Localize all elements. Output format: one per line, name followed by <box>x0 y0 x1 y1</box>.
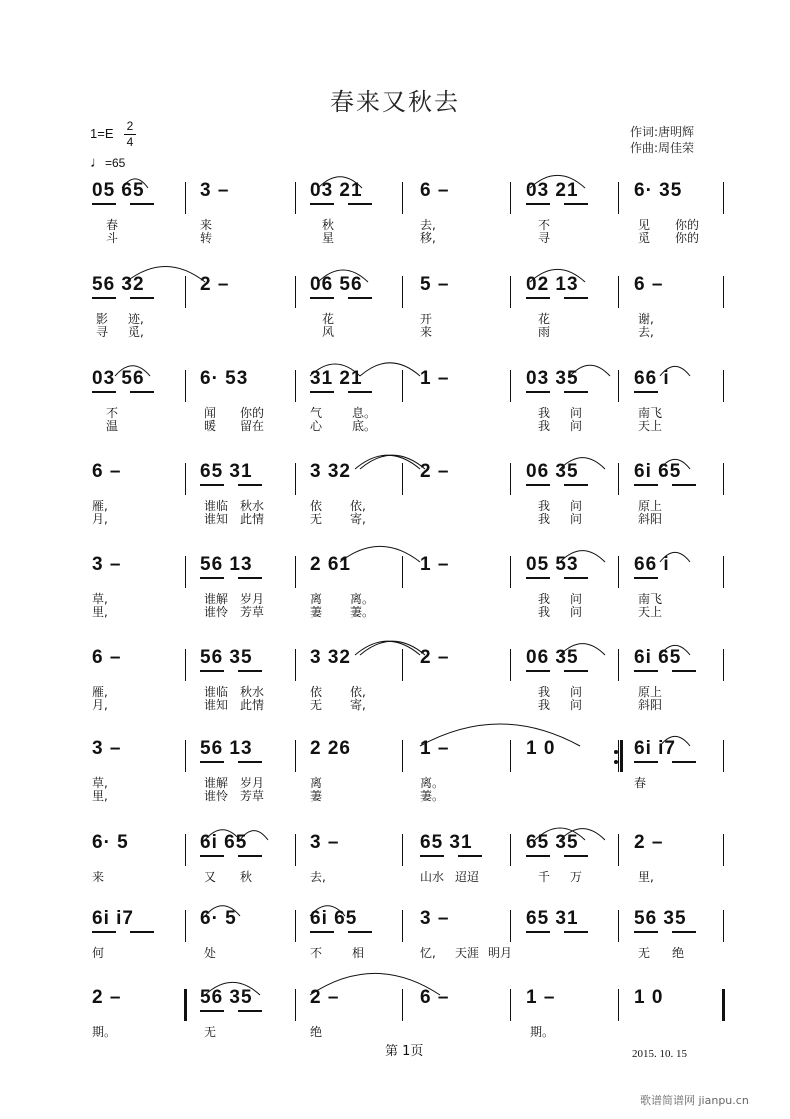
measure: 56 35 <box>634 908 687 929</box>
beam-underline <box>672 761 696 763</box>
measure: 65 31 <box>420 832 473 853</box>
slur-arc <box>660 736 690 746</box>
beam-underline <box>564 855 588 857</box>
slur-arc <box>560 551 605 562</box>
repeat-dot <box>614 750 618 754</box>
lyric-verse-2: 底。 <box>352 419 377 433</box>
credits <box>630 124 694 156</box>
lyric-verse-1: 谁解 <box>204 592 229 606</box>
beam-underline <box>526 297 550 299</box>
lyric-verse-1: 闻 <box>204 406 217 420</box>
lyric-verse-1: 相 <box>352 946 365 960</box>
lyric-verse-1: 秋 <box>240 870 253 884</box>
lyric-verse-2: 芳草 <box>240 789 265 803</box>
measure: 3 – <box>310 832 340 853</box>
slur-layer <box>0 534 790 564</box>
beam-underline <box>564 484 588 486</box>
beam-underline <box>564 577 588 579</box>
beam-underline <box>526 203 550 205</box>
lyric-verse-1: 谢, <box>638 312 654 326</box>
measure: 05 53 <box>526 554 579 575</box>
lyric-verse-1: 我 <box>538 685 551 699</box>
lyric-verse-1: 离 <box>310 776 323 790</box>
beam-underline <box>200 484 224 486</box>
composer: 作曲:周佳荣 <box>630 141 695 155</box>
lyric-verse-1: 迢迢 <box>455 870 480 884</box>
beam-underline <box>92 931 116 933</box>
lyric-verse-1: 明月 <box>488 946 513 960</box>
measure: 2 – <box>200 274 230 295</box>
slur-arc <box>340 546 420 562</box>
slur-arc <box>318 177 362 188</box>
lyric-verse-1: 雁, <box>92 685 108 699</box>
lyric-verse-1: 来 <box>200 218 213 232</box>
beam-underline <box>634 670 658 672</box>
slur-arc <box>310 364 360 376</box>
measure: 05 65 <box>92 180 145 201</box>
lyric-verse-2: 我 <box>538 419 551 433</box>
beam-underline <box>200 761 224 763</box>
beam-underline <box>238 761 262 763</box>
lyric-verse-1: 花 <box>538 312 551 326</box>
measure: 2 61 <box>310 554 351 575</box>
lyric-verse-2: 我 <box>538 605 551 619</box>
lyric-verse-1: 我 <box>538 592 551 606</box>
measure: 66 i <box>634 368 670 389</box>
beam-underline <box>526 931 550 933</box>
measure: 6i 65 <box>634 461 682 482</box>
lyric-verse-1: 依 <box>310 499 323 513</box>
beam-underline <box>564 391 588 393</box>
slur-layer <box>0 348 790 378</box>
measure: 6· 35 <box>634 180 683 201</box>
key-signature: 1=E <box>90 126 114 141</box>
watermark: 歌谱简谱网 jianpu.cn <box>640 1094 749 1107</box>
beam-underline <box>200 855 224 857</box>
beam-underline <box>420 855 444 857</box>
lyric-verse-2: 我 <box>538 698 551 712</box>
slur-arc <box>530 269 585 282</box>
slur-layer <box>0 888 790 918</box>
lyric-verse-2: 斗 <box>106 231 119 245</box>
beam-underline <box>130 391 154 393</box>
beam-underline <box>526 484 550 486</box>
slur-arc <box>535 828 585 840</box>
slur-arc <box>205 906 240 916</box>
lyric-verse-1: 春 <box>106 218 119 232</box>
measure: 56 32 <box>92 274 145 295</box>
slur-layer <box>0 718 790 748</box>
beam-underline <box>310 931 334 933</box>
lyric-verse-2: 斜阳 <box>638 512 663 526</box>
lyric-verse-2: 萋 <box>310 605 323 619</box>
lyric-verse-2: 转 <box>200 231 213 245</box>
measure: 02 13 <box>526 274 579 295</box>
lyric-verse-2: 风 <box>322 325 335 339</box>
tempo-value: =65 <box>105 156 126 170</box>
slur-arc <box>530 175 585 188</box>
slur-layer <box>0 967 790 997</box>
beam-underline <box>238 1010 262 1012</box>
lyric-verse-1: 我 <box>538 499 551 513</box>
lyric-verse-1: 秋水 <box>240 499 265 513</box>
beam-underline <box>238 670 262 672</box>
lyric-verse-2: 来 <box>420 325 433 339</box>
time-signature-top: 2 <box>126 119 134 133</box>
measure: 2 – <box>310 987 340 1008</box>
beam-underline <box>672 484 696 486</box>
lyric-verse-1: 千 <box>538 870 551 884</box>
measure: 03 21 <box>526 180 579 201</box>
measure: 65 35 <box>526 832 579 853</box>
lyric-verse-1: 山水 <box>420 870 445 884</box>
measure: 66 i <box>634 554 670 575</box>
lyric-verse-2: 问 <box>570 698 583 712</box>
beam-underline <box>92 297 116 299</box>
beam-underline <box>200 1010 224 1012</box>
measure: 3 32 <box>310 647 351 668</box>
lyric-verse-1: 绝 <box>310 1025 323 1039</box>
slur-arc <box>560 458 605 469</box>
beam-underline <box>200 670 224 672</box>
measure: 06 35 <box>526 461 579 482</box>
measure: 3 – <box>420 908 450 929</box>
measure: 6i 65 <box>310 908 358 929</box>
lyric-verse-1: 谁解 <box>204 776 229 790</box>
measure: 3 – <box>92 738 122 759</box>
lyric-verse-2: 移, <box>420 231 436 245</box>
slur-layer <box>0 627 790 657</box>
lyricist: 作词:唐明辉 <box>630 125 695 139</box>
lyric-verse-2: 你的 <box>675 231 700 245</box>
measure: 6 – <box>92 647 122 668</box>
lyric-verse-1: 南飞 <box>638 406 663 420</box>
lyric-verse-1: 迹, <box>128 312 144 326</box>
lyric-verse-2: 雨 <box>538 325 551 339</box>
time-signature-bottom: 4 <box>126 135 134 149</box>
lyric-verse-2: 寻 <box>538 231 551 245</box>
measure: 06 56 <box>310 274 363 295</box>
measure: 3 – <box>200 180 230 201</box>
measure: 1 – <box>420 554 450 575</box>
measure: 6 – <box>634 274 664 295</box>
slur-arc <box>360 641 425 655</box>
slur-arc <box>660 366 690 376</box>
lyric-verse-2: 温 <box>106 419 119 433</box>
lyric-verse-2: 暖 <box>204 419 217 433</box>
lyric-verse-2: 觅, <box>128 325 144 339</box>
lyric-verse-1: 期。 <box>530 1025 555 1039</box>
beam-underline <box>634 577 658 579</box>
lyric-verse-2: 里, <box>92 605 108 619</box>
lyric-verse-1: 期。 <box>92 1025 117 1039</box>
measure: 6 – <box>92 461 122 482</box>
beam-underline <box>564 203 588 205</box>
lyric-verse-2: 去, <box>638 325 654 339</box>
lyric-verse-1: 秋水 <box>240 685 265 699</box>
measure: 6 – <box>420 987 450 1008</box>
measure: 6i 65 <box>200 832 248 853</box>
page-number: 第 1页 <box>385 1044 424 1059</box>
beam-underline <box>130 931 154 933</box>
measure: 6i i7 <box>92 908 134 929</box>
measure: 65 31 <box>526 908 579 929</box>
measure: 3 32 <box>310 461 351 482</box>
lyric-verse-1: 我 <box>538 406 551 420</box>
beam-underline <box>564 670 588 672</box>
measure: 2 – <box>420 647 450 668</box>
lyric-verse-2: 谁怜 <box>204 605 229 619</box>
lyric-verse-1: 草, <box>92 776 108 790</box>
lyric-verse-2: 此情 <box>240 512 265 526</box>
beam-underline <box>130 297 154 299</box>
lyric-verse-2: 月, <box>92 698 108 712</box>
lyric-verse-1: 去, <box>310 870 326 884</box>
lyric-verse-1: 影 <box>96 312 109 326</box>
beam-underline <box>310 391 334 393</box>
lyric-verse-1: 绝 <box>672 946 685 960</box>
lyric-verse-1: 离。 <box>350 592 375 606</box>
lyric-verse-1: 忆, <box>420 946 436 960</box>
lyric-verse-1: 去, <box>420 218 436 232</box>
lyric-verse-1: 谁临 <box>204 499 229 513</box>
lyric-verse-1: 开 <box>420 312 433 326</box>
lyric-verse-2: 此情 <box>240 698 265 712</box>
lyric-verse-2: 寄, <box>350 698 366 712</box>
lyric-verse-1: 离。 <box>420 776 445 790</box>
lyric-verse-1: 南飞 <box>638 592 663 606</box>
slur-arc <box>660 645 690 655</box>
beam-underline <box>238 484 262 486</box>
measure: 2 – <box>634 832 664 853</box>
slur-arc <box>310 906 345 916</box>
measure: 1 0 <box>526 738 556 759</box>
lyric-verse-1: 依, <box>350 685 366 699</box>
beam-underline <box>238 577 262 579</box>
measure: 3 – <box>92 554 122 575</box>
measure: 2 – <box>420 461 450 482</box>
lyric-verse-2: 里, <box>92 789 108 803</box>
lyric-verse-1: 原上 <box>638 499 663 513</box>
slur-arc <box>205 982 260 995</box>
beam-underline <box>672 670 696 672</box>
slur-arc <box>318 270 368 282</box>
measure: 03 56 <box>92 368 145 389</box>
beam-underline <box>672 931 696 933</box>
time-signature <box>124 120 136 149</box>
quarter-note-icon: ♩ <box>90 154 105 171</box>
repeat-dot <box>614 760 618 764</box>
lyric-verse-1: 离 <box>310 592 323 606</box>
beam-underline <box>526 855 550 857</box>
beam-underline <box>564 931 588 933</box>
beam-underline <box>526 577 550 579</box>
slur-arc <box>126 267 205 282</box>
lyric-verse-2: 萋。 <box>350 605 375 619</box>
lyric-verse-1: 依, <box>350 499 366 513</box>
measure: 6i 65 <box>634 647 682 668</box>
beam-underline <box>348 297 372 299</box>
lyric-verse-2: 谁知 <box>204 698 229 712</box>
lyric-verse-2: 谁知 <box>204 512 229 526</box>
beam-underline <box>634 484 658 486</box>
lyric-verse-1: 原上 <box>638 685 663 699</box>
beam-underline <box>238 855 262 857</box>
measure: 6· 5 <box>92 832 129 853</box>
lyric-verse-1: 依 <box>310 685 323 699</box>
lyric-verse-2: 芳草 <box>240 605 265 619</box>
beam-underline <box>526 670 550 672</box>
lyric-verse-1: 花 <box>322 312 335 326</box>
lyric-verse-2: 留在 <box>240 419 265 433</box>
lyric-verse-1: 见 <box>638 218 651 232</box>
measure: 5 – <box>420 274 450 295</box>
lyric-verse-2: 谁怜 <box>204 789 229 803</box>
lyric-verse-1: 不 <box>310 946 323 960</box>
measure: 06 35 <box>526 647 579 668</box>
lyric-verse-1: 雁, <box>92 499 108 513</box>
lyric-verse-2: 问 <box>570 419 583 433</box>
slur-arc <box>420 724 580 746</box>
beam-underline <box>200 577 224 579</box>
beam-underline <box>92 391 116 393</box>
lyric-verse-1: 岁月 <box>240 592 265 606</box>
lyric-verse-1: 不 <box>106 406 119 420</box>
lyric-verse-1: 处 <box>204 946 217 960</box>
date: 2015. 10. 15 <box>632 1048 687 1060</box>
lyric-verse-1: 息。 <box>352 406 377 420</box>
measure: 2 26 <box>310 738 351 759</box>
measure: 03 35 <box>526 368 579 389</box>
measure: 6· 5 <box>200 908 237 929</box>
lyric-verse-1: 来 <box>92 870 105 884</box>
slur-arc <box>360 363 420 376</box>
measure: 6· 53 <box>200 368 249 389</box>
beam-underline <box>348 391 372 393</box>
measure: 03 21 <box>310 180 363 201</box>
beam-underline <box>564 297 588 299</box>
beam-underline <box>526 391 550 393</box>
measure: 1 – <box>526 987 556 1008</box>
lyric-verse-1: 里, <box>638 870 654 884</box>
slur-arc <box>240 831 268 840</box>
beam-underline <box>634 391 658 393</box>
beam-underline <box>310 297 334 299</box>
lyric-verse-1: 草, <box>92 592 108 606</box>
slur-layer <box>0 441 790 471</box>
lyric-verse-2: 问 <box>570 512 583 526</box>
lyric-verse-1: 问 <box>570 406 583 420</box>
slur-arc <box>355 641 420 655</box>
slur-arc <box>355 455 420 469</box>
beam-underline <box>92 203 116 205</box>
measure: 56 13 <box>200 554 253 575</box>
lyric-verse-2: 天上 <box>638 605 663 619</box>
lyric-verse-2: 天上 <box>638 419 663 433</box>
measure: 6 – <box>420 180 450 201</box>
measure: 56 35 <box>200 647 253 668</box>
measure: 56 35 <box>200 987 253 1008</box>
measure: 65 31 <box>200 461 253 482</box>
lyric-verse-2: 我 <box>538 512 551 526</box>
lyric-verse-1: 问 <box>570 685 583 699</box>
measure: 31 21 <box>310 368 363 389</box>
beam-underline <box>458 855 482 857</box>
lyric-verse-2: 寄, <box>350 512 366 526</box>
lyric-verse-2: 萋。 <box>420 789 445 803</box>
slur-layer <box>0 812 790 842</box>
beam-underline <box>310 203 334 205</box>
lyric-verse-1: 问 <box>570 499 583 513</box>
slur-arc <box>122 179 148 188</box>
slur-arc <box>560 644 605 655</box>
lyric-verse-2: 斜阳 <box>638 698 663 712</box>
beam-underline <box>130 203 154 205</box>
lyric-verse-1: 你的 <box>240 406 265 420</box>
lyric-verse-1: 无 <box>638 946 651 960</box>
lyric-verse-2: 星 <box>322 231 335 245</box>
lyric-verse-1: 无 <box>204 1025 217 1039</box>
lyric-verse-1: 春 <box>634 776 647 790</box>
measure: 56 13 <box>200 738 253 759</box>
measure: 2 – <box>92 987 122 1008</box>
lyric-verse-1: 又 <box>204 870 217 884</box>
lyric-verse-1: 你的 <box>675 218 700 232</box>
measure: 1 – <box>420 368 450 389</box>
lyric-verse-1: 万 <box>570 870 583 884</box>
beam-underline <box>348 203 372 205</box>
lyric-verse-1: 岁月 <box>240 776 265 790</box>
song-title: 春来又秋去 <box>330 88 460 116</box>
lyric-verse-2: 萋 <box>310 789 323 803</box>
lyric-verse-1: 天涯 <box>455 946 480 960</box>
lyric-verse-2: 无 <box>310 698 323 712</box>
slur-arc <box>310 973 440 995</box>
lyric-verse-1: 何 <box>92 946 105 960</box>
slur-arc <box>570 365 610 376</box>
lyric-verse-1: 问 <box>570 592 583 606</box>
slur-arc <box>360 455 425 469</box>
lyric-verse-2: 心 <box>310 419 323 433</box>
beam-underline <box>634 931 658 933</box>
slur-layer <box>0 160 790 190</box>
lyric-verse-1: 秋 <box>322 218 335 232</box>
lyric-verse-2: 觅 <box>638 231 651 245</box>
lyric-verse-2: 问 <box>570 605 583 619</box>
slur-arc <box>660 459 690 469</box>
slur-arc <box>205 830 240 840</box>
measure: 1 – <box>420 738 450 759</box>
slur-layer <box>0 254 790 284</box>
lyric-verse-2: 寻 <box>96 325 109 339</box>
beam-underline <box>634 761 658 763</box>
measure: 6i i7 <box>634 738 676 759</box>
lyric-verse-1: 气 <box>310 406 323 420</box>
measure: 1 0 <box>634 987 664 1008</box>
beam-underline <box>348 931 372 933</box>
lyric-verse-1: 不 <box>538 218 551 232</box>
lyric-verse-2: 无 <box>310 512 323 526</box>
lyric-verse-1: 谁临 <box>204 685 229 699</box>
lyric-verse-2: 月, <box>92 512 108 526</box>
slur-arc <box>660 552 690 562</box>
slur-arc <box>115 366 150 376</box>
